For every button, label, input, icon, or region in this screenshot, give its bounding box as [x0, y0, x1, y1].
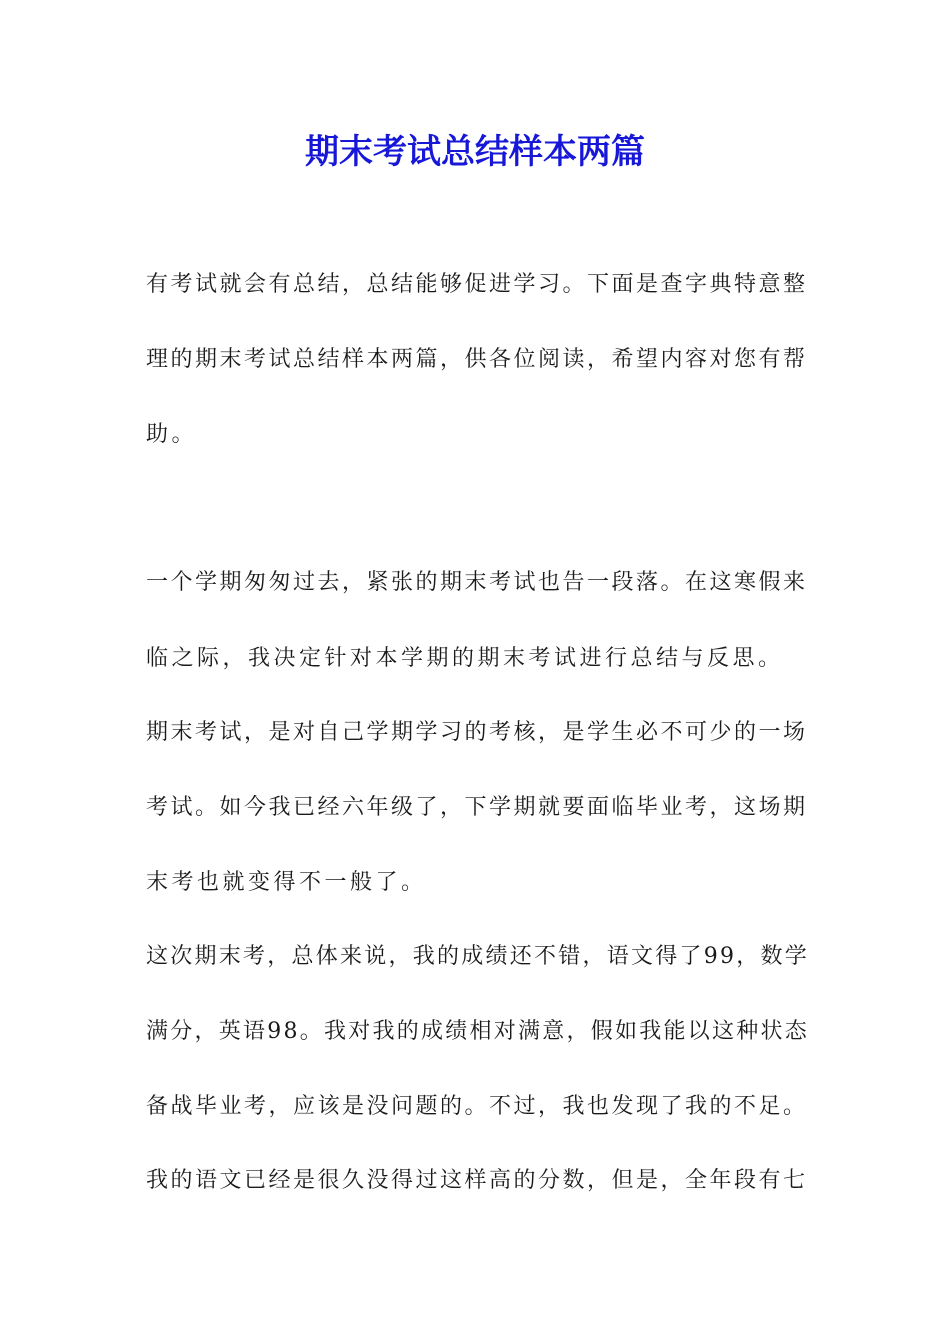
- text-line: 满分，英语98。我对我的成绩相对满意，假如我能以这种状态: [146, 1019, 809, 1044]
- text-line: 我的语文已经是很久没得过这样高的分数，但是，全年段有七: [146, 1168, 808, 1193]
- document-title: 期末考试总结样本两篇: [305, 132, 645, 172]
- text-line: 一个学期匆匆过去，紧张的期末考试也告一段落。在这寒假来: [146, 570, 808, 595]
- text-line: 这次期末考，总体来说，我的成绩还不错，语文得了99，数学: [146, 944, 809, 969]
- text-line: 临之际，我决定针对本学期的期末考试进行总结与反思。: [146, 646, 784, 671]
- text-line: 理的期末考试总结样本两篇，供各位阅读，希望内容对您有帮: [146, 347, 808, 372]
- text-line: 期末考试，是对自己学期学习的考核，是学生必不可少的一场: [146, 720, 808, 745]
- text-line: 末考也就变得不一般了。: [146, 870, 427, 895]
- text-line: 考试。如今我已经六年级了，下学期就要面临毕业考，这场期: [146, 795, 808, 820]
- text-line: 助。: [146, 422, 198, 447]
- text-line: 备战毕业考，应该是没问题的。不过，我也发现了我的不足。: [146, 1094, 808, 1119]
- text-line: 有考试就会有总结，总结能够促进学习。下面是查字典特意整: [146, 272, 808, 297]
